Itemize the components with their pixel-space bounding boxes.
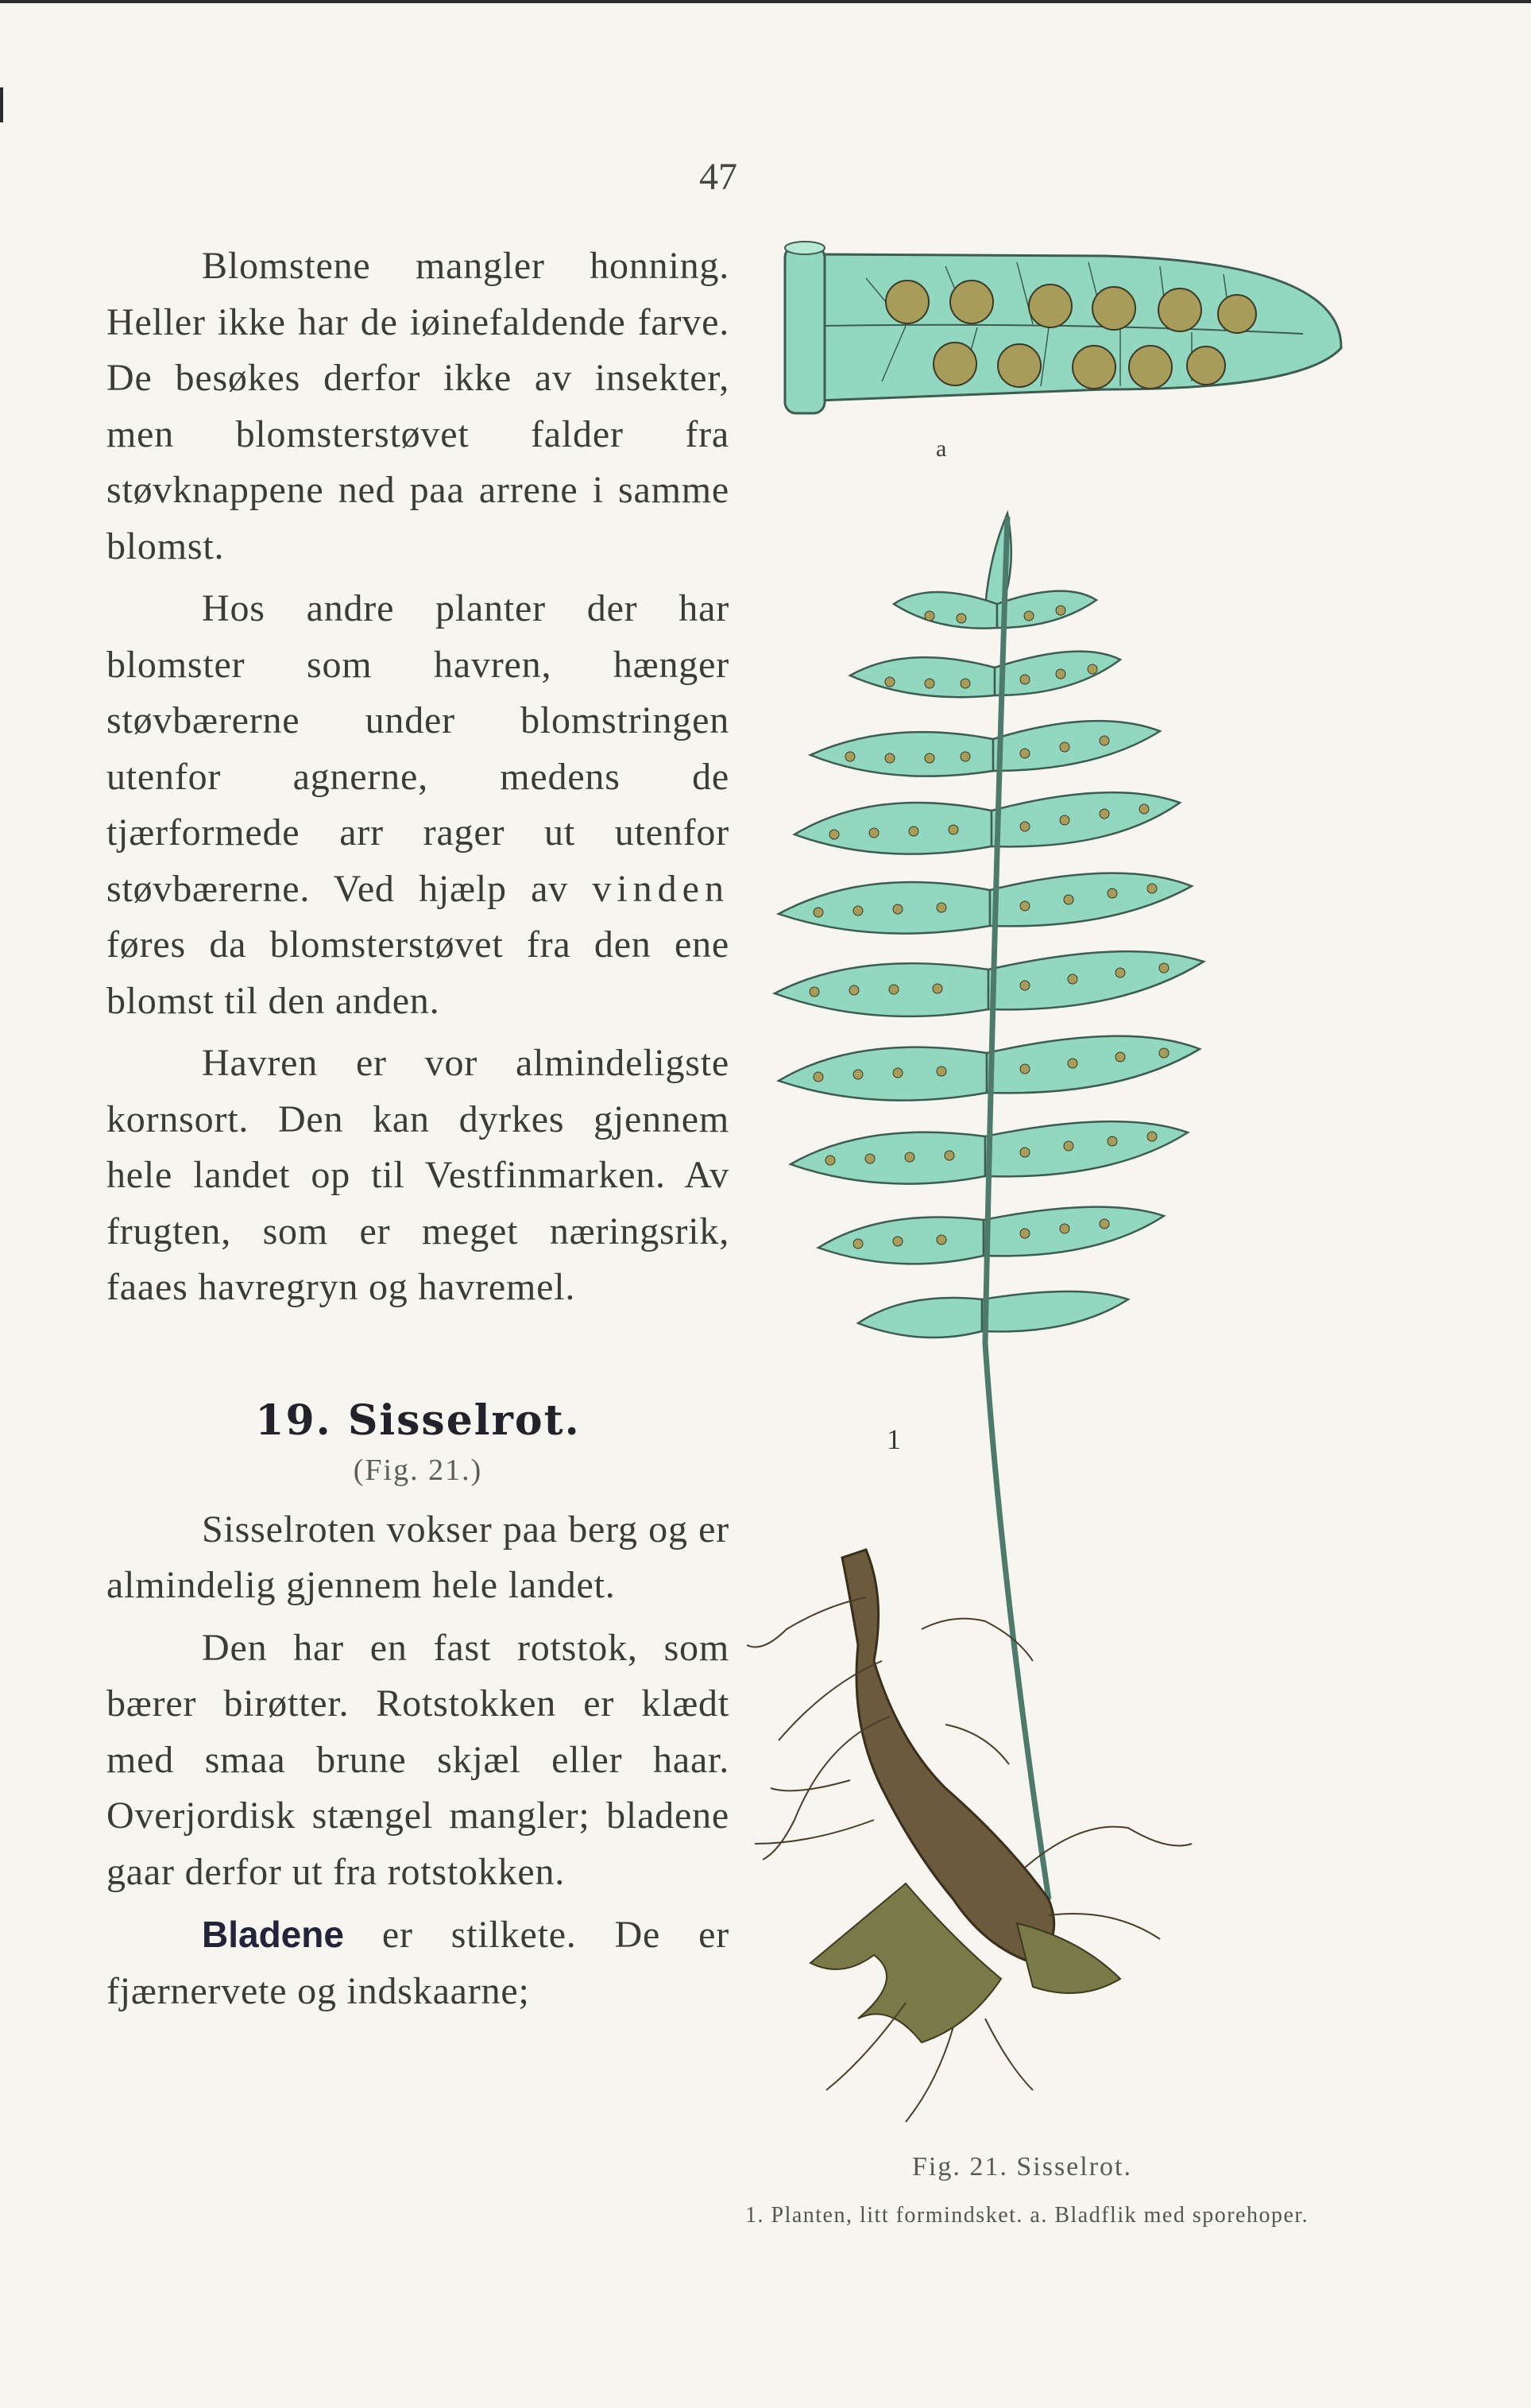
paragraph-pollination	[106, 581, 729, 1029]
fern-illustration	[747, 230, 1430, 2154]
paragraph-rhizome: Den har en fast rotstok, som bærer birøtter. Rotstokken er klædt med smaa brune skjæl eller haar. Overjordisk stængel mangler; bladene gaar derfor ut fra rotstokken.	[106, 1626, 729, 1893]
left-edge-mark	[0, 87, 3, 122]
paragraph-pollination-text: Hos andre planter der har blomster som havren, hænger støvbærerne under blomstringen utenfor agnerne, medens de tjærformede arr rager ut utenfor støvbærerne. Ved hjælp av	[106, 587, 729, 910]
paragraph-pollination-end: føres da blomsterstøvet fra den ene blomst til den anden.	[106, 923, 729, 1022]
leaf-segment-detail	[785, 242, 1341, 413]
spaced-word-vinden: vinden	[592, 867, 729, 910]
paragraph-habitat: Sisselroten vokser paa berg og er almindelig gjennem hele landet.	[106, 1508, 729, 1606]
fern-stipe	[985, 517, 1049, 1899]
rhizome-with-roots	[747, 1550, 1192, 2122]
paragraph-flowers: Blomstene mangler honning. Heller ikke har de iøinefaldende farve. De besøkes derfor ikke av insekter, men blomsterstøvet falder fra støvknappene ned paa arrene i samme blomst.	[106, 245, 729, 567]
figure-reference: (Fig. 21.)	[353, 1453, 483, 1487]
figure-label-a: a	[936, 436, 947, 462]
figure-caption-detail: 1. Planten, litt formindsket. a. Bladflik med sporehoper.	[745, 2203, 1309, 2228]
paragraph-leaves	[106, 1907, 729, 2019]
figure-caption: Fig. 21. Sisselrot.	[912, 2152, 1132, 2182]
top-border-line	[0, 0, 1531, 3]
section-heading-block	[106, 1396, 729, 1494]
paragraph-oats: Havren er vor almindeligste kornsort. Den kan dyrkes gjennem hele landet op til Vestfinmarken. Av frugten, som er meget næringsrik, faaes havregryn og havremel.	[106, 1042, 729, 1308]
page-number: 47	[699, 156, 737, 198]
figure-sisselrot	[747, 230, 1430, 2154]
figure-label-1: 1	[887, 1423, 901, 1455]
text-column	[106, 238, 729, 2026]
section-heading: 19. Sisselrot.	[255, 1396, 581, 1445]
paragraph-leaves-text: er stilkete. De er fjærnervete og indskaarne;	[106, 1914, 729, 2012]
bold-term-bladene: Bladene	[202, 1914, 344, 1955]
